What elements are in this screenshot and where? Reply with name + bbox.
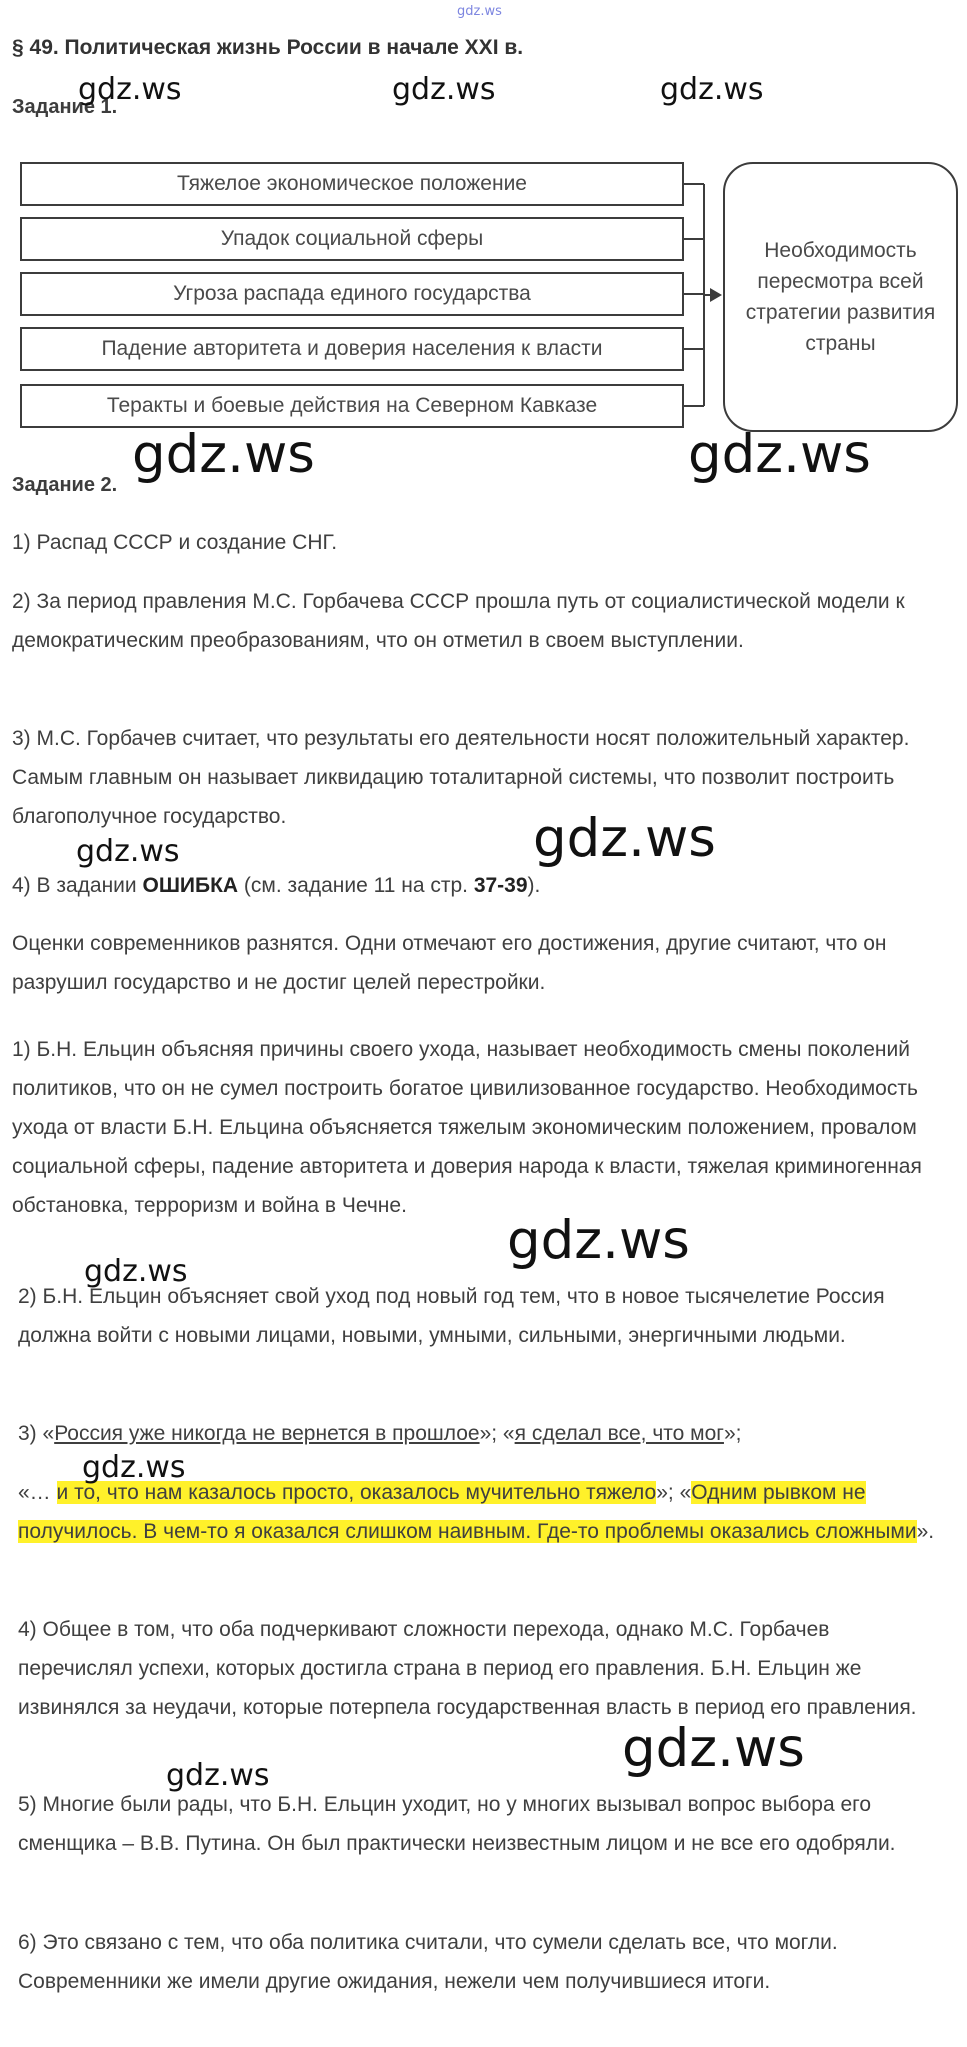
answer-1: 1) Распад СССР и создание СНГ.	[12, 531, 338, 554]
yeltsin-quotes-highlighted: «… и то, что нам казалось просто, оказалось мучительно тяжело»; «Одним рывком не получилось. В чем-то я оказался слишком наивным. Где-то проблемы оказались сложными».	[18, 1481, 935, 1543]
result-box: Необходимость пересмотра всей стратегии развития страны	[723, 162, 958, 432]
watermark: gdz.ws	[688, 424, 871, 485]
quote-1: Россия уже никогда не вернется в прошлое	[54, 1422, 480, 1445]
yeltsin-answer-1: 1) Б.Н. Ельцин объясняя причины своего ухода, называет необходимость смены поколений политиков, что он не сумел построить богатое цивилизованное государство. Необходимость ухода от власти Б.Н. Ельцина объясняется тяжелым экономическим положением, провалом социальной сферы, падение авторитета и доверия народа к власти, тяжелая криминогенная обстановка, терроризм и война в Чечне.	[12, 1038, 922, 1217]
watermark: gdz.ws	[507, 1210, 690, 1271]
arrow-head-icon	[710, 288, 722, 302]
cause-box-5: Теракты и боевые действия на Северном Кавказе	[20, 384, 684, 428]
task1-label: Задание 1.	[12, 96, 118, 118]
yeltsin-answer-5: 5) Многие были рады, что Б.Н. Ельцин уходит, но у многих вызывал вопрос выбора его сменщика – В.В. Путина. Он был практически неизвестным лицом и не все его одобряли.	[18, 1793, 896, 1855]
answer-4: 4) В задании ОШИБКА (см. задание 11 на стр. 37-39).	[12, 874, 541, 897]
cause-box-2: Упадок социальной сферы	[20, 217, 684, 261]
quote-2: я сделал все, что мог	[514, 1422, 724, 1445]
yeltsin-answer-2: 2) Б.Н. Ельцин объясняет свой уход под новый год тем, что в новое тысячелетие Россия должна войти с новыми лицами, новыми, умными, сильными, энергичными людьми.	[18, 1285, 885, 1347]
watermark: gdz.ws	[533, 808, 716, 869]
assessment-text: Оценки современников разнятся. Одни отмечают его достижения, другие считают, что он разрушил государство и не достиг целей перестройки.	[12, 932, 887, 994]
watermark: gdz.ws	[76, 834, 180, 869]
site-watermark-top: gdz.ws	[457, 4, 502, 19]
answer-2: 2) За период правления М.С. Горбачева СССР прошла путь от социалистической модели к демократическим преобразованиям, что он отметил в своем выступлении.	[12, 590, 905, 652]
watermark: gdz.ws	[78, 72, 182, 107]
yeltsin-answer-6: 6) Это связано с тем, что оба политика считали, что сумели сделать все, что могли. Современники же имели другие ожидания, нежели чем получившиеся итоги.	[18, 1931, 838, 1993]
yeltsin-answer-3: 3) «Россия уже никогда не вернется в прошлое»; «я сделал все, что мог»;	[18, 1422, 742, 1445]
answer-3: 3) М.С. Горбачев считает, что результаты его деятельности носят положительный характер. Самым главным он называет ликвидацию тоталитарной системы, что позволит построить благополучное государство.	[12, 727, 910, 828]
watermark: gdz.ws	[82, 1450, 186, 1485]
watermark: gdz.ws	[132, 424, 315, 485]
cause-box-3: Угроза распада единого государства	[20, 272, 684, 316]
yeltsin-answer-4: 4) Общее в том, что оба подчеркивают сложности перехода, однако М.С. Горбачев перечислял успехи, которых достигла страна в период его правления. Б.Н. Ельцин же извинялся за неудачи, которые потерпела государственная власть в период его правления.	[18, 1618, 917, 1719]
watermark: gdz.ws	[166, 1758, 270, 1793]
highlight-1: и то, что нам казалось просто, оказалось мучительно тяжело	[56, 1481, 657, 1504]
highlight-2: Одним рывком не получилось. В чем-то я оказался слишком наивным. Где-то проблемы оказались сложными	[18, 1481, 917, 1543]
task2-label: Задание 2.	[12, 474, 118, 496]
page-title: § 49. Политическая жизнь России в начале XXI в.	[12, 36, 524, 59]
cause-box-4: Падение авторитета и доверия населения к власти	[20, 327, 684, 371]
watermark: gdz.ws	[84, 1254, 188, 1289]
watermark: gdz.ws	[392, 72, 496, 107]
watermark: gdz.ws	[660, 72, 764, 107]
cause-box-1: Тяжелое экономическое положение	[20, 162, 684, 206]
watermark: gdz.ws	[622, 1718, 805, 1779]
